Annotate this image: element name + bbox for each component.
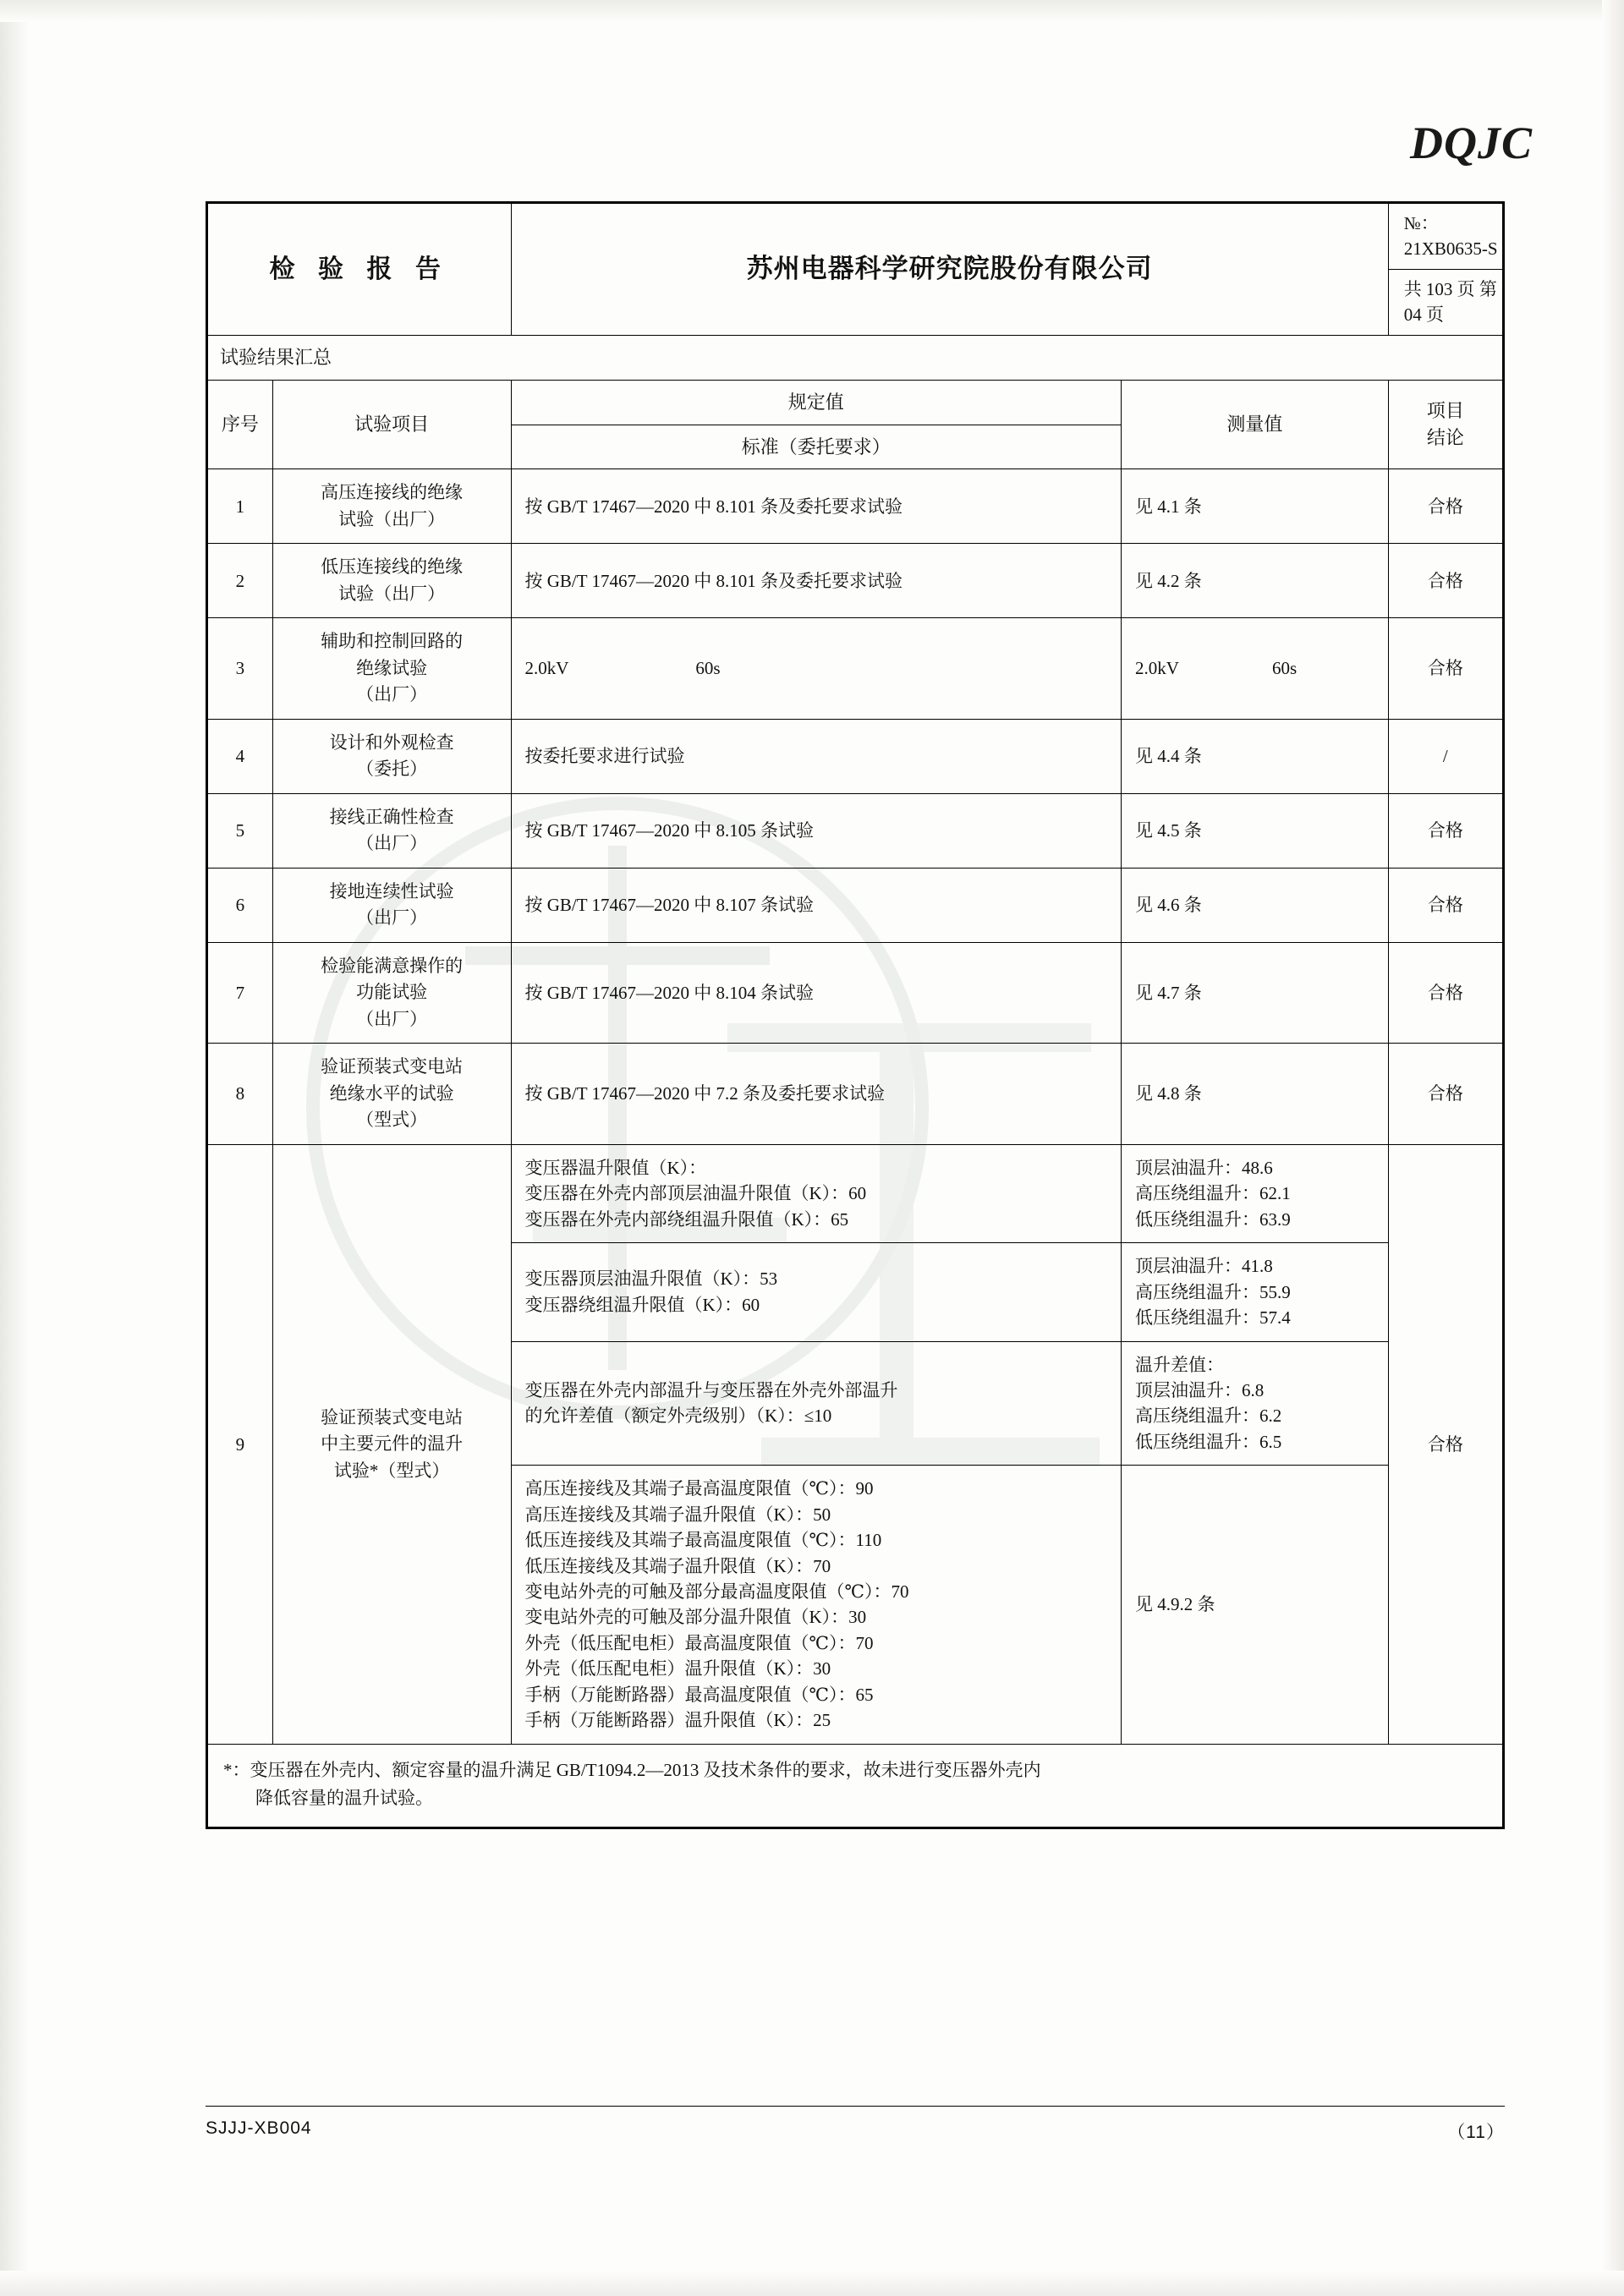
row-conclusion: 合格 [1388,793,1502,868]
row-item: 接地连续性试验 （出厂） [272,868,511,942]
row-spec: 按 GB/T 17467—2020 中 8.101 条及委托要求试验 [511,469,1122,544]
row-seq: 2 [208,544,273,618]
row-item: 设计和外观检查 （委托） [272,719,511,793]
row-seq: 8 [208,1044,273,1145]
paper-edge-bottom [0,2271,1624,2296]
row-item: 高压连接线的绝缘 试验（出厂） [272,469,511,544]
table-row [208,618,1503,720]
row-measured: 见 4.4 条 [1122,719,1389,793]
row-spec: 按 GB/T 17467—2020 中 8.107 条试验 [511,868,1122,942]
report-title: 检 验 报 告 [208,204,512,336]
table-row [208,469,1503,544]
row-seq: 5 [208,793,273,868]
page-count: 共 103 页 第 04 页 [1403,278,1497,326]
paper-edge-left [0,0,29,2296]
row-measured: 温升差值： 顶层油温升：6.8 高压绕组温升：6.2 低压绕组温升：6.5 [1122,1341,1389,1466]
row-conclusion: 合格 [1388,469,1502,544]
footer-divider [206,2106,1505,2107]
page-footer [206,2118,1505,2144]
document-code: SJJJ-XB004 [206,2118,312,2138]
col-header-conclusion: 项目 结论 [1388,380,1502,469]
row-conclusion: / [1388,719,1502,793]
table-row [208,868,1503,942]
table-row [208,1144,1503,1242]
row-spec: 按 GB/T 17467—2020 中 8.105 条试验 [511,793,1122,868]
row-seq: 9 [208,1144,273,1744]
column-header-row-1 [208,380,1503,425]
report-table [207,203,1503,1827]
row-measured: 顶层油温升：41.8 高压绕组温升：55.9 低压绕组温升：57.4 [1122,1243,1389,1341]
paper-edge-right [1602,0,1624,2296]
row-measured: 2.0kV 60s [1122,618,1389,720]
row-measured: 见 4.6 条 [1122,868,1389,942]
row-seq: 7 [208,942,273,1044]
row-seq: 3 [208,618,273,720]
col-header-spec-sub: 标准（委托要求） [511,425,1122,469]
row-spec: 按 GB/T 17467—2020 中 8.101 条及委托要求试验 [511,544,1122,618]
row-measured: 见 4.2 条 [1122,544,1389,618]
row-spec: 2.0kV 60s [511,618,1122,720]
row-item: 辅助和控制回路的 绝缘试验 （出厂） [272,618,511,720]
brand-logo: DQJC [1409,118,1533,168]
row-spec: 变压器顶层油温升限值（K）：53 变压器绕组温升限值（K）：60 [511,1243,1122,1341]
row-conclusion: 合格 [1388,1044,1502,1145]
row-conclusion: 合格 [1388,1144,1502,1744]
page-mark: （11） [1447,2123,1505,2142]
footnote: *：变压器在外壳内、额定容量的温升满足 GB/T1094.2—2013 及技术条件的要求，故未进行变压器外壳内 降低容量的温升试验。 [208,1744,1503,1827]
row-item: 验证预装式变电站 绝缘水平的试验 （型式） [272,1044,511,1145]
row-seq: 6 [208,868,273,942]
row-conclusion: 合格 [1388,544,1502,618]
row-conclusion: 合格 [1388,618,1502,720]
row-measured: 见 4.7 条 [1122,942,1389,1044]
footnote-row [208,1744,1503,1827]
row-item: 低压连接线的绝缘 试验（出厂） [272,544,511,618]
row-spec: 变压器在外壳内部温升与变压器在外壳外部温升 的允许差值（额定外壳级别）（K）：≤10 [511,1341,1122,1466]
company-name: 苏州电器科学研究院股份有限公司 [511,204,1388,336]
row-measured: 见 4.1 条 [1122,469,1389,544]
row-item: 验证预装式变电站 中主要元件的温升 试验*（型式） [272,1144,511,1744]
row-spec: 变压器温升限值（K）： 变压器在外壳内部顶层油温升限值（K）：60 变压器在外壳内部绕组温升限值（K）：65 [511,1144,1122,1242]
col-header-spec-group: 规定值 [511,380,1122,425]
row-measured: 顶层油温升：48.6 高压绕组温升：62.1 低压绕组温升：63.9 [1122,1144,1389,1242]
col-header-measured: 测量值 [1122,380,1389,469]
row-spec: 高压连接线及其端子最高温度限值（℃）：90 高压连接线及其端子温升限值（K）：50 低压连接线及其端子最高温度限值（℃）：110 低压连接线及其端子温升限值（K）：70 变电站外壳的可触及部分最高温度限值（℃）：70 变电站外壳的可触及部分温升限值（K）：30 外壳（低压配电柜）最高温度限值（℃）：70 外壳（低压配电柜）温升限值（K）：30 手柄（万能断路器）最高温度限值（℃）：65 手柄（万能断路器）温升限值（K）：25 [511,1466,1122,1744]
table-row [208,793,1503,868]
report-table-frame [206,201,1505,1829]
row-item: 检验能满意操作的 功能试验 （出厂） [272,942,511,1044]
section-label: 试验结果汇总 [208,335,1503,380]
row-spec: 按委托要求进行试验 [511,719,1122,793]
col-header-seq: 序号 [208,380,273,469]
table-header-band [208,204,1503,336]
row-conclusion: 合格 [1388,942,1502,1044]
table-row [208,719,1503,793]
row-spec: 按 GB/T 17467—2020 中 7.2 条及委托要求试验 [511,1044,1122,1145]
col-header-item: 试验项目 [272,380,511,469]
row-seq: 4 [208,719,273,793]
row-measured: 见 4.8 条 [1122,1044,1389,1145]
report-number: №：21XB0635-S [1389,204,1502,269]
table-row [208,544,1503,618]
row-item: 接线正确性检查 （出厂） [272,793,511,868]
row-measured: 见 4.5 条 [1122,793,1389,868]
row-conclusion: 合格 [1388,868,1502,942]
report-meta [1388,204,1502,336]
row-measured: 见 4.9.2 条 [1122,1466,1389,1744]
section-row [208,335,1503,380]
table-row [208,1044,1503,1145]
table-row [208,942,1503,1044]
row-spec: 按 GB/T 17467—2020 中 8.104 条试验 [511,942,1122,1044]
row-seq: 1 [208,469,273,544]
paper-edge-top [0,0,1624,22]
